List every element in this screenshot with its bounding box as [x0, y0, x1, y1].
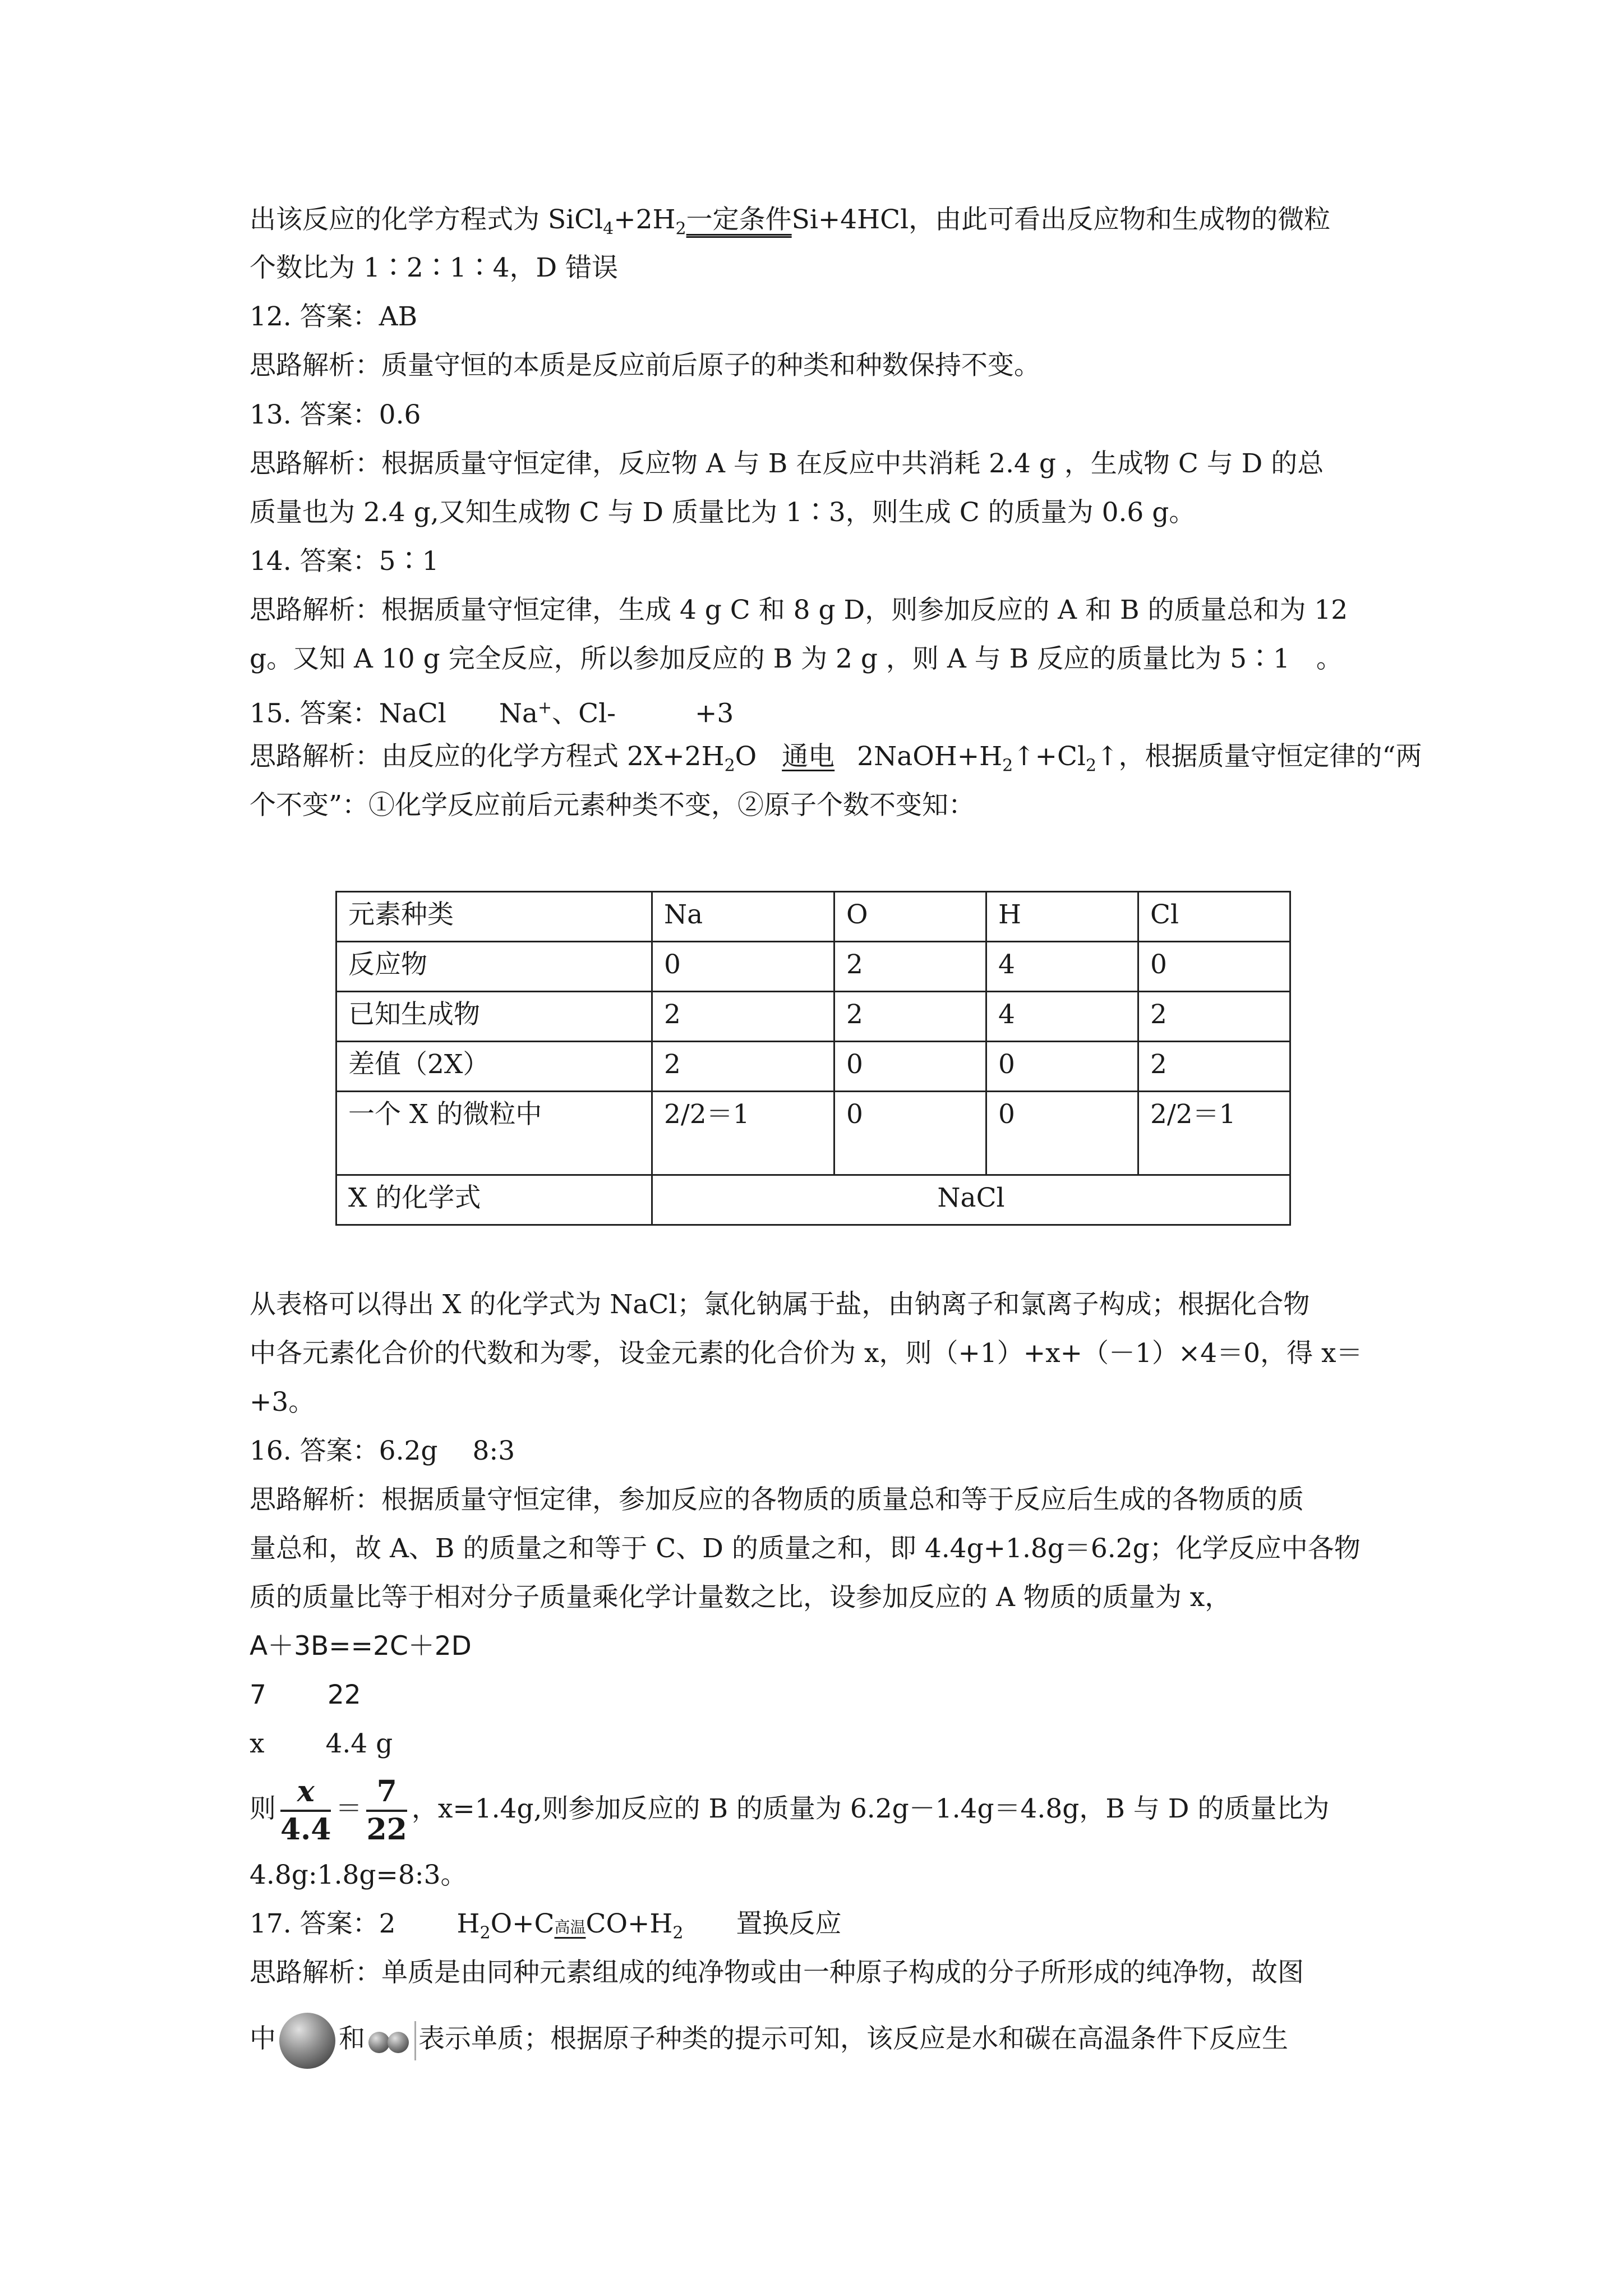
text-line: 4.8g:1.8g=8:3。 — [250, 1860, 467, 1890]
diatomic-molecule-icon — [368, 2010, 409, 2072]
text-span: 出该反应的化学方程式为 SiCl — [250, 204, 603, 235]
text-span: Si+4HCl，由此可看出反应物和生成物的微粒 — [791, 204, 1331, 235]
subscript: 2 — [675, 219, 686, 239]
text-span: 、Cl- +3 — [552, 698, 734, 729]
text-line — [250, 1770, 1329, 1848]
answer-heading: 14. 答案：5∶1 — [250, 546, 439, 577]
text-line: 思路解析：质量守恒的本质是反应前后原子的种类和种数保持不变。 — [250, 350, 1040, 381]
text-span: 15. 答案：NaCl Na — [250, 698, 538, 729]
text-span: ＝ — [335, 1793, 362, 1824]
text-span: 思路解析：由反应的化学方程式 2X+2H — [250, 741, 725, 772]
text-span: ，x=1.4g,则参加反应的 B 的质量为 6.2g－1.4g＝4.8g，B 与 D 的质量比为 — [411, 1793, 1330, 1824]
text-span: ↑+Cl — [1013, 741, 1086, 772]
table-cell: 0 — [1138, 942, 1290, 992]
single-atom-icon — [279, 2013, 335, 2069]
equation-line: 7 22 — [250, 1680, 361, 1710]
table-cell: Na — [652, 892, 834, 942]
fraction-denominator: 22 — [366, 1812, 407, 1847]
text-span: +2H — [614, 204, 676, 235]
subscript: 2 — [1085, 756, 1097, 776]
text-span: ↑，根据质量守恒定律的“两 — [1096, 741, 1422, 772]
equation-line: x 4.4 g — [250, 1728, 393, 1759]
fraction — [280, 1774, 331, 1848]
text-line: 个不变”：①化学反应前后元素种类不变，②原子个数不变知： — [250, 790, 975, 821]
text-line — [250, 203, 1330, 246]
text-line: 思路解析：根据质量守恒定律，生成 4 g C 和 8 g D，则参加反应的 A 和 B 的质量总和为 12 — [250, 595, 1348, 625]
table-cell: 0 — [652, 942, 834, 992]
text-line: 思路解析：根据质量守恒定律，参加反应的各物质的质量总和等于反应后生成的各物质的质 — [250, 1484, 1304, 1515]
text-span: 中 — [250, 2023, 276, 2054]
table-cell: 2/2＝1 — [652, 1092, 834, 1175]
table-cell: 差值（2X） — [336, 1042, 652, 1092]
text-line: 中各元素化合价的代数和为零，设金元素的化合价为 x，则（+1）+x+（－1）×4＝0，得 x＝ — [250, 1338, 1363, 1369]
equation-line: A＋3B==2C＋2D — [250, 1631, 472, 1662]
text-line: 思路解析：根据质量守恒定律，反应物 A 与 B 在反应中共消耗 2.4 g ，生成物 C 与 D 的总 — [250, 448, 1324, 479]
reaction-condition: 高温 — [554, 1918, 586, 1936]
text-span: O+C — [490, 1908, 555, 1939]
text-line: 思路解析：单质是由同种元素组成的纯净物或由一种原子构成的分子所形成的纯净物，故图 — [250, 1957, 1304, 1988]
table-row — [336, 942, 1290, 992]
fraction-numerator: x — [280, 1774, 331, 1812]
text-span: 表示单质；根据原子种类的提示可知，该反应是水和碳在高温条件下反应生 — [418, 2023, 1288, 2054]
element-count-table — [335, 891, 1291, 1226]
text-span: O — [735, 741, 757, 772]
answer-heading — [250, 691, 734, 731]
text-line — [250, 2008, 1288, 2072]
text-line — [250, 740, 1422, 783]
table-cell: 2 — [652, 992, 834, 1042]
table-row — [336, 1042, 1290, 1092]
table-row — [336, 1092, 1290, 1175]
table-cell: X 的化学式 — [336, 1175, 652, 1225]
table-cell: 2 — [1138, 992, 1290, 1042]
text-line: 质量也为 2.4 g,又知生成物 C 与 D 质量比为 1∶3，则生成 C 的质量为 0.6 g。 — [250, 497, 1196, 528]
table-cell: 2 — [652, 1042, 834, 1092]
table-cell: 0 — [986, 1042, 1138, 1092]
table-cell: 2 — [834, 992, 986, 1042]
table-row — [336, 1175, 1290, 1225]
table-cell: 反应物 — [336, 942, 652, 992]
text-line: 质的质量比等于相对分子质量乘化学计量数之比，设参加反应的 A 物质的质量为 x， — [250, 1582, 1232, 1613]
text-line: g。又知 A 10 g 完全反应，所以参加反应的 B 为 2 g ，则 A 与 B 反应的质量比为 5∶1 。 — [250, 643, 1343, 674]
table-cell: 2 — [834, 942, 986, 992]
answer-heading — [250, 1907, 841, 1950]
table-cell: O — [834, 892, 986, 942]
answer-heading: 13. 答案：0.6 — [250, 399, 421, 430]
table-cell: NaCl — [652, 1175, 1290, 1225]
reaction-condition: 一定条件 — [686, 204, 792, 235]
table-cell: H — [986, 892, 1138, 942]
table-cell: 元素种类 — [336, 892, 652, 942]
subscript: 2 — [1002, 756, 1013, 776]
table-cell: 2 — [1138, 1042, 1290, 1092]
table-cell: 4 — [986, 992, 1138, 1042]
subscript: 2 — [724, 756, 735, 776]
table-cell: 已知生成物 — [336, 992, 652, 1042]
fraction-numerator: 7 — [366, 1774, 407, 1812]
table-cell: 4 — [986, 942, 1138, 992]
subscript: 4 — [603, 219, 614, 239]
table-cell: 0 — [834, 1042, 986, 1092]
table-row — [336, 992, 1290, 1042]
table-cell: 0 — [834, 1092, 986, 1175]
text-span: 则 — [250, 1793, 276, 1824]
text-line: +3。 — [250, 1387, 315, 1418]
text-span: 2NaOH+H — [857, 741, 1003, 772]
text-line: 量总和，故 A、B 的质量之和等于 C、D 的质量之和，即 4.4g+1.8g＝6.2g；化学反应中各物 — [250, 1533, 1361, 1564]
text-span: CO+H — [585, 1908, 673, 1939]
divider — [414, 2021, 416, 2060]
fraction — [366, 1774, 407, 1848]
table-cell: 0 — [986, 1092, 1138, 1175]
table-cell: 一个 X 的微粒中 — [336, 1092, 652, 1175]
text-span: 17. 答案：2 H — [250, 1908, 480, 1939]
answer-heading: 16. 答案：6.2g 8:3 — [250, 1435, 515, 1466]
fraction-denominator: 4.4 — [280, 1812, 331, 1847]
table-header-row — [336, 892, 1290, 942]
reaction-condition: 通电 — [782, 741, 835, 772]
text-line: 个数比为 1∶2∶1∶4，D 错误 — [250, 252, 619, 283]
subscript: 2 — [672, 1923, 684, 1943]
answer-heading: 12. 答案：AB — [250, 301, 418, 332]
text-span: 置换反应 — [683, 1908, 842, 1939]
text-span: 和 — [339, 2023, 365, 2054]
subscript: 2 — [479, 1923, 491, 1943]
superscript: + — [537, 698, 552, 717]
table-cell: Cl — [1138, 892, 1290, 942]
text-line: 从表格可以得出 X 的化学式为 NaCl；氯化钠属于盐，由钠离子和氯离子构成；根据化合物 — [250, 1289, 1310, 1320]
table-cell: 2/2＝1 — [1138, 1092, 1290, 1175]
